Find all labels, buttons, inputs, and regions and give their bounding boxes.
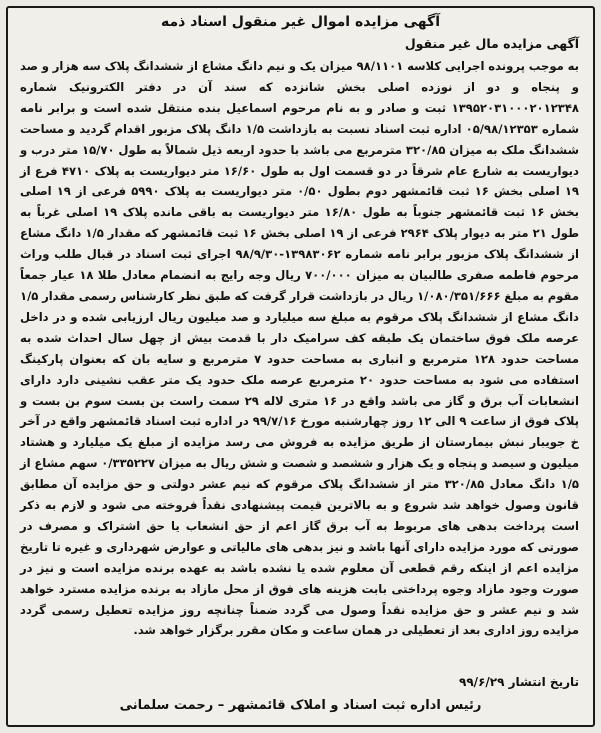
notice-frame: [6, 6, 595, 727]
notice-body: به موجب پرونده اجرایی کلاسه ۹۸/۱۱۰۱ میزان یک و نیم دانگ مشاع از ششدانگ پلاک سه هزار و صد و پنجاه و دو از نوزده اصلی بخش شانزده که سند آن در دفتر الکترونیک شماره ۱۳۹۵۲۰۳۱۰۰۰۲۰۱۲۳۴۸ ثبت و صادر و به نام مرحوم اسماعیل بنده منتقل شده است و برابر نامه شماره ۰۵/۹۸/۱۲۳۵۳ اداره ثبت اسناد نسبت به بازداشت ۱/۵ دانگ پلاک مزبور اقدام گردید و مساحت ششدانگ ملک به میزان ۳۲۰/۸۵ مترمربع می باشد با حدود اربعه ذیل شمالاً به طول ۱۵/۷۰ متر درب و دیواریست به شارع عام شرقاً در دو قسمت اول به طول ۱۶/۶۰ متر دیواریست به پلاک ۴۷۱۰ فرع از ۱۹ اصلی بخش ۱۶ ثبت قائمشهر دوم بطول ۰/۵۰ متر دیواریست به پلاک ۵۹۹۰ فرعی از ۱۹ اصلی بخش ۱۶ ثبت قائمشهر جنوباً به طول ۱۶/۸۰ متر دیواریست به باقی مانده پلاک ۱۹ اصلی غرباً به طول ۲۱ متر به دیوار پلاک ۲۹۶۴ فرعی از ۱۹ اصلی بخش ۱۶ ثبت قائمشهر که مقدار ۱/۵ دانگ مشاع از ششدانگ پلاک مزبور برابر نامه شماره ۱۳۹۸۳۰۶۲-۹۸/۹/۳۰ اجرای ثبت اسناد در قبال طلب وراث مرحوم فاطمه صفری طالبیان به میزان ۷۰۰/۰۰۰ ریال وجه رایج به انضمام معادل طلا ۱۸ عیار جمعاً مقوم به مبلغ ۱/۰۸۰/۳۵۱/۶۶۶ ریال در بازداشت قرار گرفت که طبق نظر کارشناس رسمی مقدار ۱/۵ دانگ مشاع از ششدانگ پلاک مرقوم به مبلغ سه میلیارد و صد میلیون ریال ارزیابی شده و در داخل عرصه ملک فوق ساختمان یک طبقه کف سرامیک دار با قدمت بیش از چهل سال احداث شده به مساحت حدود ۱۲۸ مترمربع و انباری به مساحت حدود ۷ مترمربع و سایه بان که بعنوان پارکینگ استفاده می شود به مساحت حدود ۲۰ مترمربع عرصه ملک حدود یک متر عقب نشینی دارد دارای انشعابات آب برق و گاز می باشد واقع در ۱۶ متری لاله ۲۹ سمت راست بن بست سوم بن بست و پلاک فوق از ساعت ۹ الی ۱۲ روز چهارشنبه مورخ ۹۹/۷/۱۶ در اداره ثبت اسناد قائمشهر واقع در آخر خ جویبار نبش بیمارستان از طریق مزایده به فروش می رسد مزایده از مبلغ یک میلیارد و هشتاد میلیون و سیصد و پنجاه و یک هزار و ششصد و شصت و شش ریال به میزان ۰/۳۳۵۲۲۷ سهم مشاع از ۱/۵ دانگ معادل ۳۲۰/۸۵ متر از ششدانگ پلاک مرقوم که نیم عشر دولتی و حق مزایده آن مطابق قانون وصول خواهد شد شروع و به بالاترین قیمت پیشنهادی نقداً فروخته می شود و لازم به ذکر است پرداخت بدهی های مربوط به آب برق گاز اعم از حق انشعاب یا حق اشتراک و مصرف در صورتی که مورد مزایده دارای آنها باشد و نیز بدهی های مالیاتی و عوارض شهرداری و غیره تا تاریخ مزایده اعم از اینکه رقم قطعی آن معلوم شده یا نشده باشد به عهده برنده مزایده است و نیز در صورت وجود مازاد وجوه پرداختی بابت هزینه های فوق از محل مازاد به برنده مزایده مسترد خواهد شد و نیم عشر و حق مزایده نقداً وصول می گردد ضمناً چنانچه روز مزایده تعطیل رسمی گردد مزایده روز اداری بعد از تعطیلی در همان ساعت و مکان مقرر برگزار خواهد شد.: [20, 59, 580, 638]
notice-title: آگهی مزایده اموال غیر منقول اسناد ذمه: [160, 14, 440, 30]
notice-subtitle: آگهی مزایده مال غیر منقول: [404, 36, 579, 51]
signature-line: رئیس اداره ثبت اسناد و املاک قائمشهر – رحمت سلمانی: [119, 698, 482, 713]
publish-date: تاریخ انتشار ۹۹/۶/۲۹: [459, 675, 579, 689]
